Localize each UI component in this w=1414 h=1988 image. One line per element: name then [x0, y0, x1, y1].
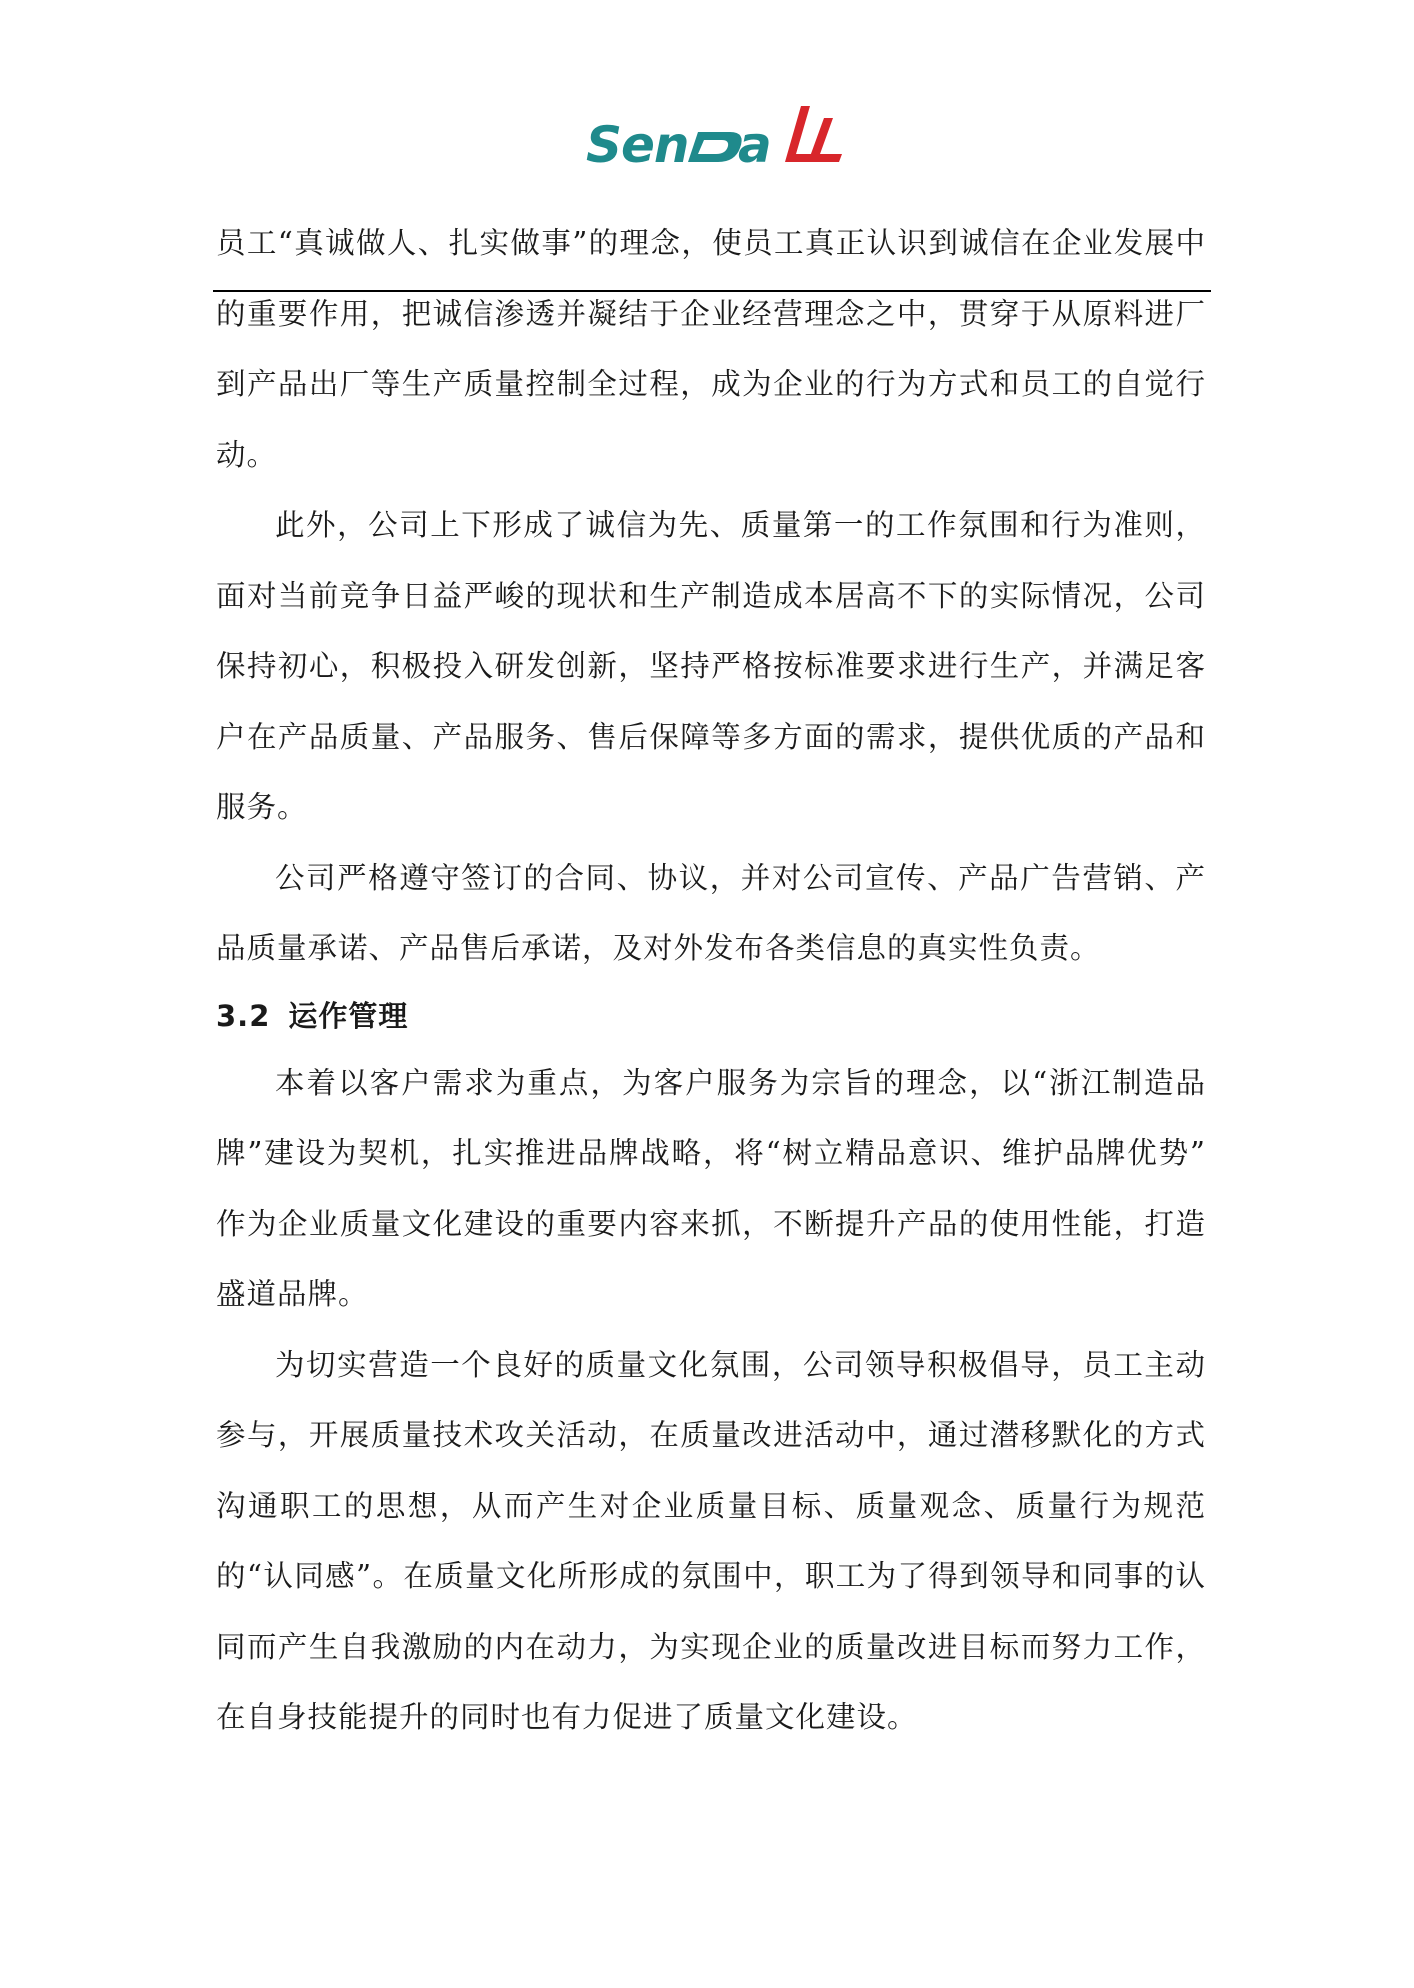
- svg-text:a: a: [738, 116, 772, 174]
- section-title: 运作管理: [288, 998, 409, 1033]
- paragraph: 本着以客户需求为重点，为客户服务为宗旨的理念，以“浙江制造品牌”建设为契机，扎实推进品牌战略，将“树立精品意识、维护品牌优势” 作为企业质量文化建设的重要内容来抓，不断提升产品的使用性能，打造盛道品牌。: [216, 1065, 1206, 1311]
- paragraph: 为切实营造一个良好的质量文化氛围，公司领导积极倡导，员工主动参与，开展质量技术攻关活动，在质量改进活动中，通过潜移默化的方式沟通职工的思想，从而产生对企业质量目标、质量观念、质量行为规范的“认同感”。在质量文化所形成的氛围中，职工为了得到领导和同事的认同而产生自我激励的内在动力，为实现企业的质量改进目标而努力工作，在自身技能提升的同时也有力促进了质量文化建设。: [216, 1347, 1206, 1734]
- section-heading: [216, 984, 1206, 1048]
- logo-graphic: [580, 96, 850, 176]
- company-logo: [580, 96, 850, 176]
- document-body: [216, 208, 1206, 1753]
- section-number: 3.2: [216, 998, 271, 1033]
- paragraph: 此外，公司上下形成了诚信为先、质量第一的工作氛围和行为准则，面对当前竞争日益严峻的现状和生产制造成本居高不下的实际情况，公司保持初心，积极投入研发创新，坚持严格按标准要求进行生产，并满足客户在产品质量、产品服务、售后保障等多方面的需求，提供优质的产品和服务。: [216, 508, 1206, 824]
- svg-text:Sen: Sen: [586, 116, 689, 174]
- paragraph: 公司严格遵守签订的合同、协议，并对公司宣传、产品广告营销、产品质量承诺、产品售后承诺，及对外发布各类信息的真实性负责。: [216, 860, 1206, 965]
- paragraph: 员工“真诚做人、扎实做事”的理念，使员工真正认识到诚信在企业发展中的重要作用，把诚信渗透并凝结于企业经营理念之中，贯穿于从原料进厂到产品出厂等生产质量控制全过程，成为企业的行为方式和员工的自觉行动。: [216, 226, 1206, 472]
- page-header: [0, 96, 1414, 186]
